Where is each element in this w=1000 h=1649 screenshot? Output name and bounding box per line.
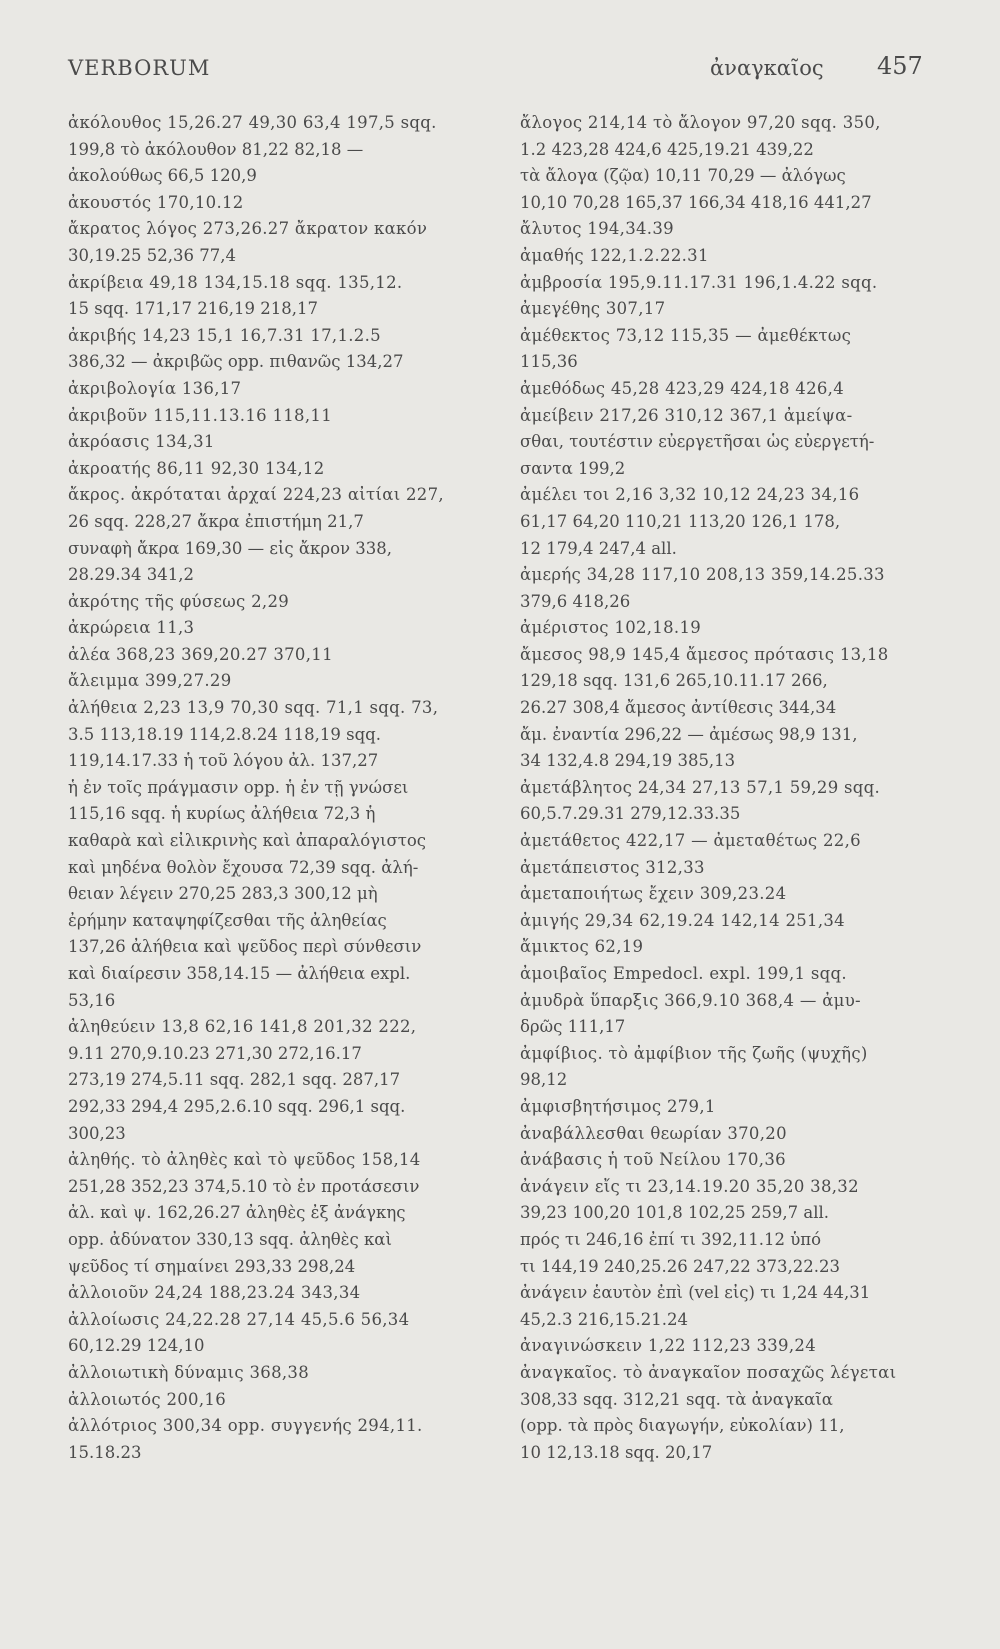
index-entry [68,482,473,588]
running-head-keyword: ἀναγκαῖος [710,56,824,80]
index-entry-line: 10,10 70,28 165,37 166,34 418,16 441,27 [520,192,872,212]
left-column [68,110,473,1466]
index-entry-line: 119,14.17.33 ἡ τοῦ λόγου ἀλ. 137,27 [68,751,379,771]
index-entry [68,190,473,217]
index-entry [520,828,930,855]
index-entry [520,961,930,988]
index-entry-line: ἀμετάβλητος 24,34 27,13 57,1 59,29 sqq. [520,777,881,797]
index-entry-line: 386,32 — ἀκριβῶς opp. πιθανῶς 134,27 [68,352,404,372]
index-entry [68,110,473,190]
index-entry [68,615,473,642]
index-entry-line: ἄλυτος 194,34.39 [520,219,674,239]
index-entry [520,775,930,828]
index-entry [520,1174,930,1334]
index-entry [520,296,930,323]
index-entry-line: ἀκριβολογία 136,17 [68,378,242,398]
page-number: 457 [877,52,923,80]
index-entry-line: ἀμβροσία 195,9.11.17.31 196,1.4.22 sqq. [520,272,878,292]
index-entry [68,323,473,376]
index-entry-line: 98,12 [520,1070,568,1090]
index-entry [520,562,930,615]
index-entry [68,1147,473,1280]
index-entry-line: πρός τι 246,16 ἐπί τι 392,11.12 ὑπό [520,1229,822,1249]
index-entry-line: ἀναγκαῖος. τὸ ἀναγκαῖον ποσαχῶς λέγεται [520,1362,897,1382]
index-entry-line: ἀλλοίωσις 24,22.28 27,14 45,5.6 56,34 [68,1309,410,1329]
index-entry [520,615,930,642]
index-entry-line: 39,23 100,20 101,8 102,25 259,7 all. [520,1203,830,1223]
index-entry [68,1360,473,1387]
index-entry-line: ἀλλοιοῦν 24,24 188,23.24 343,34 [68,1283,361,1303]
index-entry-line: ἀμετάθετος 422,17 — ἀμεταθέτως 22,6 [520,831,861,851]
index-entry-line: ἀνάγειν ἑαυτὸν ἐπὶ (vel εἰς) τι 1,24 44,31 [520,1283,871,1303]
index-entry-line: ἀμείβειν 217,26 310,12 367,1 ἀμείψα- [520,405,853,425]
index-entry-line: 26.27 308,4 ἄμεσος ἀντίθεσις 344,34 [520,698,837,718]
index-entry-line: ἀλήθεια 2,23 13,9 70,30 sqq. 71,1 sqq. 73, [68,698,439,718]
index-entry-line: 273,19 274,5.11 sqq. 282,1 sqq. 287,17 [68,1070,401,1090]
index-entry-line: ἀμετάπειστος 312,33 [520,857,705,877]
index-entry-line: ἡ ἐν τοῖς πράγμασιν opp. ἡ ἐν τῇ γνώσει [68,777,409,797]
index-entry-line: ἀκρίβεια 49,18 134,15.18 sqq. 135,12. [68,272,403,292]
index-entry-line: τὰ ἄλογα (ζῷα) 10,11 70,29 — ἀλόγως [520,166,846,186]
index-entry-line: ἀμεγέθης 307,17 [520,299,666,319]
index-entry-line: ἀμφισβητήσιμος 279,1 [520,1096,716,1116]
index-entry-line: 60,12.29 124,10 [68,1336,205,1356]
index-entry-line: ἄμικτος 62,19 [520,937,644,957]
index-entry-line: ἀληθεύειν 13,8 62,16 141,8 201,32 222, [68,1017,417,1037]
index-entry-line: ἄκρος. ἀκρόταται ἀρχαί 224,23 αἰτίαι 227, [68,485,444,505]
index-entry-line: ἀλέα 368,23 369,20.27 370,11 [68,644,333,664]
index-entry-line: ἀκόλουθος 15,26.27 49,30 63,4 197,5 sqq. [68,113,437,132]
index-entry [68,403,473,430]
index-entry-line: (opp. τὰ πρὸς διαγωγήν, εὐκολίαν) 11, [520,1416,845,1436]
index-entry-line: ἀναγινώσκειν 1,22 112,23 339,24 [520,1336,816,1356]
index-entry [520,934,930,961]
index-entry-line: 15 sqq. 171,17 216,19 218,17 [68,299,319,319]
index-entry-line: 15.18.23 [68,1442,142,1462]
index-entry [68,1280,473,1307]
index-entry-line: ἄμ. ἐναντία 296,22 — ἀμέσως 98,9 131, [520,724,858,744]
index-entry-line: ἀκροατής 86,11 92,30 134,12 [68,458,325,478]
index-entry-line: 10 12,13.18 sqq. 20,17 [520,1442,713,1462]
index-entry-line: 137,26 ἀλήθεια καὶ ψεῦδος περὶ σύνθεσιν [68,937,422,957]
index-entry [520,988,930,1041]
index-entry-line: ἄλογος 214,14 τὸ ἄλογον 97,20 sqq. 350, [520,113,881,132]
index-entry-line: ἀκρόασις 134,31 [68,432,215,452]
index-entry-line: 251,28 352,23 374,5.10 τὸ ἐν προτάσεσιν [68,1176,420,1196]
index-entry-line: ἄλειμμα 399,27.29 [68,671,232,691]
index-entry [520,908,930,935]
index-entry-line: ἀνάβασις ἡ τοῦ Νείλου 170,36 [520,1150,786,1170]
index-entry-line: ἀκρότης τῆς φύσεως 2,29 [68,591,290,611]
index-entry-line: ψεῦδος τί σημαίνει 293,33 298,24 [68,1256,356,1276]
index-entry [520,642,930,775]
index-entry-line: 199,8 τὸ ἀκόλουθον 81,22 82,18 — [68,139,364,159]
index-entry-line: 45,2.3 216,15.21.24 [520,1309,688,1329]
index-entry-line: ἀκριβής 14,23 15,1 16,7.31 17,1.2.5 [68,325,381,345]
index-entry-line: καὶ μηδένα θολὸν ἔχουσα 72,39 sqq. ἀλή- [68,857,419,877]
index-entry-line: 3.5 113,18.19 114,2.8.24 118,19 sqq. [68,724,381,744]
index-entry [68,270,473,323]
running-head-title: VERBORUM [68,56,211,80]
index-entry [68,1307,473,1360]
index-entry [520,1147,930,1174]
index-entry-line: ἀμοιβαῖος Empedocl. expl. 199,1 sqq. [520,964,847,983]
index-entry [520,243,930,270]
index-entry [520,1041,930,1094]
index-entry-line: ἄμεσος 98,9 145,4 ἄμεσος πρότασις 13,18 [520,644,889,664]
index-entry [68,695,473,1014]
index-entry-line: ἐρήμην καταψηφίζεσθαι τῆς ἀληθείας [68,910,387,930]
index-entry [68,642,473,669]
index-entry-line: ἀκολούθως 66,5 120,9 [68,166,257,186]
index-entry-line: ἀμεθόδως 45,28 423,29 424,18 426,4 [520,378,845,398]
index-entry [68,589,473,616]
index-entry [68,429,473,456]
index-entry [520,1121,930,1148]
index-entry [520,270,930,297]
index-entry-line: ἀναβάλλεσθαι θεωρίαν 370,20 [520,1123,787,1143]
index-entry-line: ἀμιγής 29,34 62,19.24 142,14 251,34 [520,910,845,930]
index-entry [68,216,473,269]
index-entry [520,403,930,483]
index-entry [68,456,473,483]
index-entry-line: 9.11 270,9.10.23 271,30 272,16.17 [68,1043,362,1063]
index-entry [520,1333,930,1360]
index-entry-line: ἀμεταποιήτως ἔχειν 309,23.24 [520,884,787,904]
index-entry-line: συναφὴ ἄκρα 169,30 — εἰς ἄκρον 338, [68,538,393,558]
index-entry [520,216,930,243]
index-entry-line: καὶ διαίρεσιν 358,14.15 — ἀλήθεια expl. [68,964,411,983]
right-column [520,110,930,1466]
index-entry-line: ἀληθής. τὸ ἀληθὲς καὶ τὸ ψεῦδος 158,14 [68,1150,421,1170]
index-entry-line: 61,17 64,20 110,21 113,20 126,1 178, [520,511,841,531]
index-entry [68,1413,473,1466]
index-entry [68,1014,473,1147]
index-entry [68,668,473,695]
index-entry-line: 115,36 [520,352,578,372]
index-entry [520,110,930,216]
index-entry-line: ἀκριβοῦν 115,11.13.16 118,11 [68,405,332,425]
index-entry-line: 34 132,4.8 294,19 385,13 [520,751,736,771]
index-entry-line: ἀμαθής 122,1.2.22.31 [520,245,709,265]
index-entry-line: ἀμφίβιος. τὸ ἀμφίβιον τῆς ζωῆς (ψυχῆς) [520,1043,868,1063]
index-entry-line: ἀλ. καὶ ψ. 162,26.27 ἀληθὲς ἐξ ἀνάγκης [68,1203,406,1223]
index-entry-line: 300,23 [68,1123,126,1143]
index-entry-line: 28.29.34 341,2 [68,565,194,585]
index-entry-line: ἀμέλει τοι 2,16 3,32 10,12 24,23 34,16 [520,485,860,505]
index-entry [520,1360,930,1466]
index-entry-line: ἀνάγειν εἴς τι 23,14.19.20 35,20 38,32 [520,1176,859,1196]
index-entry-line: καθαρὰ καὶ εἰλικρινὴς καὶ ἀπαραλόγιστος [68,831,427,851]
index-entry-line: 308,33 sqq. 312,21 sqq. τὰ ἀναγκαῖα [520,1389,833,1409]
index-entry-line: ἀκουστός 170,10.12 [68,192,244,212]
index-entry-line: 30,19.25 52,36 77,4 [68,245,236,265]
index-entry-line: opp. ἀδύνατον 330,13 sqq. ἀληθὲς καὶ [68,1229,392,1249]
index-entry [520,881,930,908]
index-entry-line: ἀλλοιωτικὴ δύναμις 368,38 [68,1362,310,1382]
index-entry [520,1094,930,1121]
index-entry-line: 12 179,4 247,4 all. [520,538,677,558]
index-entry [520,323,930,376]
index-entry-line: ἀμέθεκτος 73,12 115,35 — ἀμεθέκτως [520,325,852,345]
index-entry-line: σαντα 199,2 [520,458,626,478]
index-entry-line: ἀμυδρὰ ὕπαρξις 366,9.10 368,4 — ἀμυ- [520,990,861,1010]
index-entry [520,376,930,403]
index-entry-line: ἀμερής 34,28 117,10 208,13 359,14.25.33 [520,565,885,585]
index-entry-line: θειαν λέγειν 270,25 283,3 300,12 μὴ [68,884,378,904]
index-entry-line: ἀλλότριος 300,34 opp. συγγενής 294,11. [68,1416,423,1436]
index-entry-line: ἀλλοιωτός 200,16 [68,1389,226,1409]
index-entry-line: ἀμέριστος 102,18.19 [520,618,702,638]
index-entry [68,1387,473,1414]
index-entry-line: 115,16 sqq. ἡ κυρίως ἀλήθεια 72,3 ἡ [68,804,376,824]
index-entry-line: 292,33 294,4 295,2.6.10 sqq. 296,1 sqq. [68,1096,406,1116]
index-entry-line: τι 144,19 240,25.26 247,22 373,22.23 [520,1256,840,1276]
index-entry-line: ἄκρατος λόγος 273,26.27 ἄκρατον κακόν [68,219,428,239]
index-entry-line: 379,6 418,26 [520,591,631,611]
index-entry-line: σθαι, τουτέστιν εὐεργετῆσαι ὡς εὐεργετή- [520,432,875,452]
index-entry [520,855,930,882]
index-entry-line: δρῶς 111,17 [520,1017,626,1037]
index-entry-line: 26 sqq. 228,27 ἄκρα ἐπιστήμη 21,7 [68,511,364,531]
index-entry-line: 129,18 sqq. 131,6 265,10.11.17 266, [520,671,828,691]
index-entry-line: 1.2 423,28 424,6 425,19.21 439,22 [520,139,814,159]
index-entry [68,376,473,403]
index-entry-line: 53,16 [68,990,116,1010]
index-entry-line: ἀκρώρεια 11,3 [68,618,195,638]
index-entry [520,482,930,562]
index-entry-line: 60,5.7.29.31 279,12.33.35 [520,804,741,824]
